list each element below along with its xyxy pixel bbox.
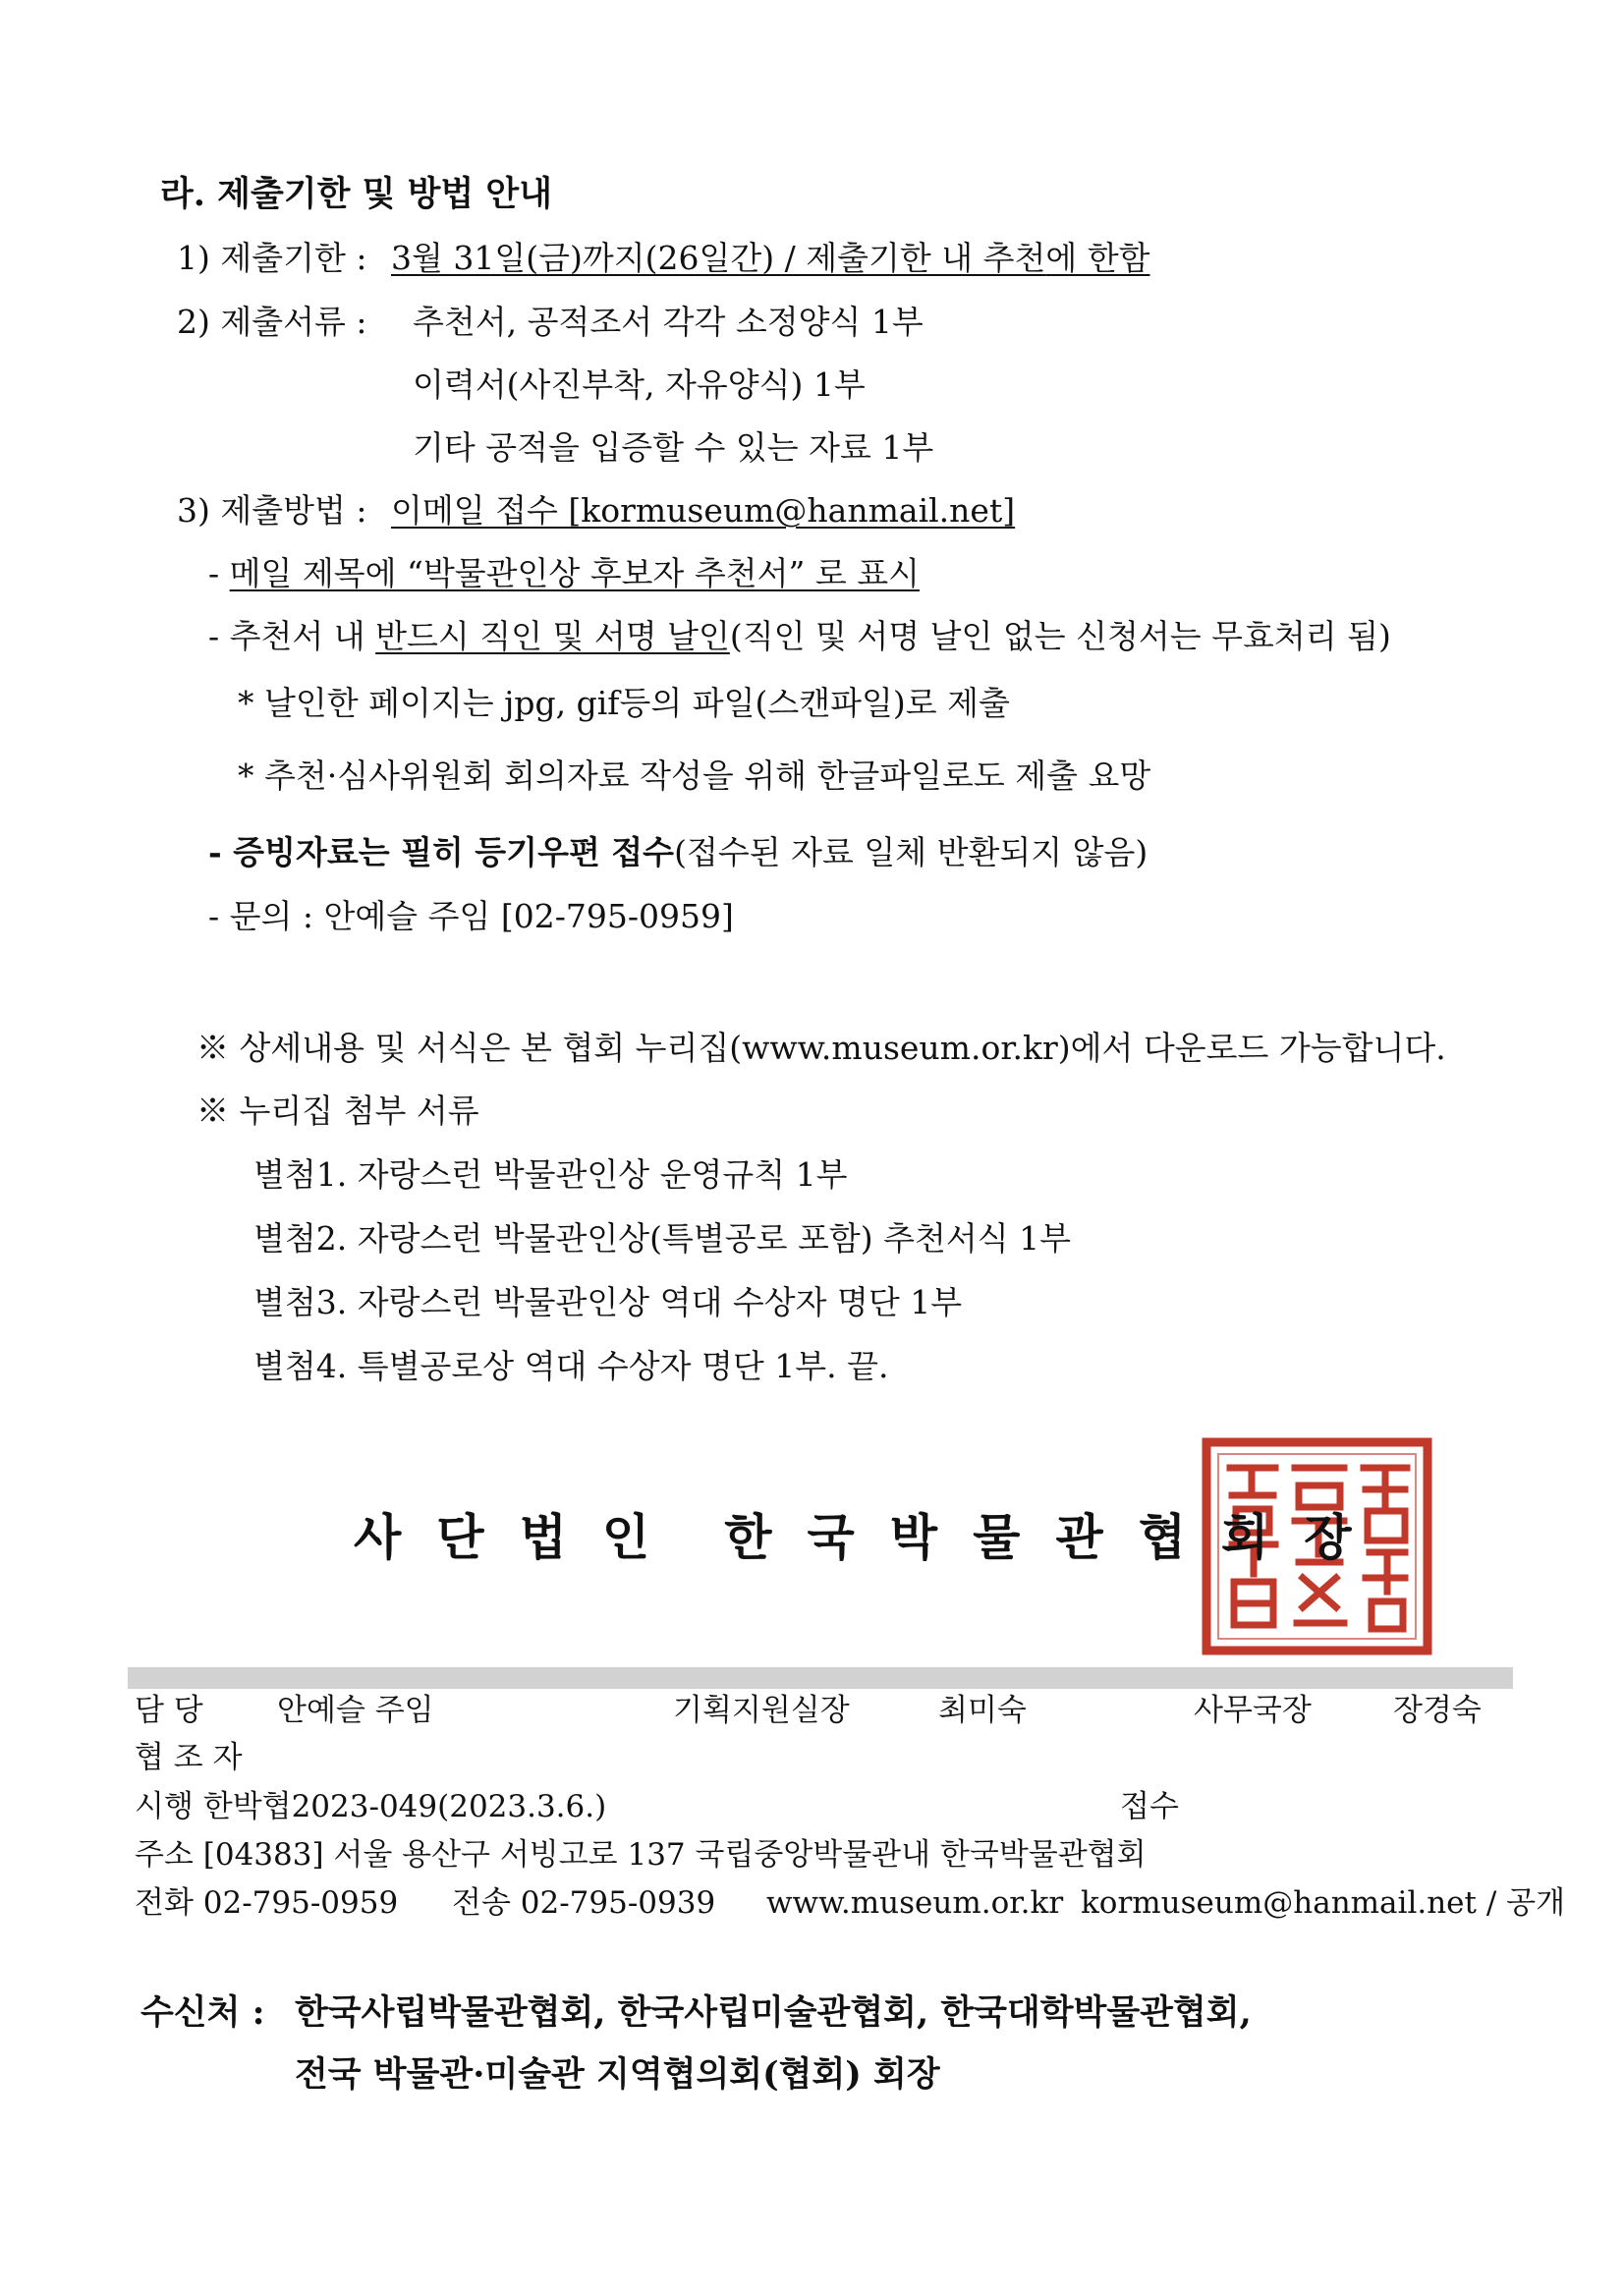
method-label: 3) 제출방법 :: [177, 491, 367, 530]
planning-label: 기획지원실장: [673, 1693, 850, 1728]
remark-attachments: ※ 누리집 첨부 서류: [196, 1092, 479, 1130]
receipt-label: 접수: [1120, 1789, 1179, 1824]
email-link[interactable]: kormuseum@hanmail.net / 공개: [1081, 1885, 1566, 1921]
document-item-2: 이력서(사진부착, 자유양식) 1부: [413, 365, 866, 404]
evidence-note: [208, 833, 1148, 872]
address-line: 주소 [04383] 서울 용산구 서빙고로 137 국립중앙박물관내 한국박물관협회: [135, 1837, 1147, 1873]
subject-note: [208, 554, 920, 593]
secretary-label: 사무국장: [1194, 1693, 1312, 1728]
sign-underlined: 반드시 직인 및 서명 날인: [375, 617, 730, 655]
star-note-2: * 추천·심사위원회 회의자료 작성을 위해 한글파일로도 제출 요망: [238, 756, 1151, 795]
subject-text: 메일 제목에 “박물관인상 후보자 추천서” 로 표시: [229, 554, 921, 592]
attachment-3: 별첨3. 자랑스런 박물관인상 역대 수상자 명단 1부: [253, 1283, 963, 1321]
secretary-name: 장경숙: [1393, 1693, 1482, 1728]
attachment-4: 별첨4. 특별공로상 역대 수상자 명단 1부. 끝.: [253, 1347, 889, 1385]
deadline-row: [177, 239, 1149, 278]
recipients-line-1: 한국사립박물관협회, 한국사립미술관협회, 한국대학박물관협회,: [295, 1992, 1252, 2033]
section-heading: 라. 제출기한 및 방법 안내: [160, 174, 553, 214]
document-item-1: 추천서, 공적조서 각각 소정양식 1부: [413, 303, 924, 341]
enforce-line: 시행 한박협2023-049(2023.3.6.): [135, 1789, 607, 1824]
method-value: 이메일 접수 [kormuseum@hanmail.net]: [390, 491, 1016, 530]
document-item-3: 기타 공적을 입증할 수 있는 자료 1부: [413, 428, 934, 467]
documents-label: 2) 제출서류 :: [177, 303, 367, 341]
deadline-suffix: 에 한함: [1045, 239, 1150, 277]
planning-name: 최미숙: [938, 1693, 1027, 1728]
cooperators-label: 협 조 자: [135, 1740, 243, 1775]
sign-suffix: (직인 및 서명 날인 없는 신청서는 무효처리 됨): [729, 617, 1391, 655]
star-note-1: * 날인한 페이지는 jpg, gif등의 파일(스캔파일)로 제출: [238, 684, 1010, 722]
contact-note: - 문의 : 안예슬 주임 [02-795-0959]: [208, 897, 734, 935]
issuer-name: [354, 1508, 1387, 1567]
footer-separator: [128, 1667, 1513, 1689]
attachment-2: 별첨2. 자랑스런 박물관인상(특별공로 포함) 추천서식 1부: [253, 1219, 1071, 1258]
staff-name: 안예슬 주임: [277, 1693, 434, 1728]
website-link[interactable]: www.museum.or.kr: [766, 1885, 1064, 1921]
issuer-part2: 한국박물관협회장: [724, 1508, 1387, 1566]
deadline-value: 3월 31일(금)까지(26일간) / 제출기한 내 추천: [390, 239, 1046, 277]
fax: 전송 02-795-0939: [452, 1885, 716, 1921]
evidence-bold: - 증빙자료는 필히 등기우편 접수: [208, 833, 675, 871]
staff-label: 담 당: [135, 1693, 203, 1728]
attachment-1: 별첨1. 자랑스런 박물관인상 운영규칙 1부: [253, 1155, 848, 1194]
recipients-label: 수신처 :: [140, 1992, 265, 2033]
sign-prefix: - 추천서 내: [208, 617, 376, 655]
remark-download: ※ 상세내용 및 서식은 본 협회 누리집(www.museum.or.kr)에서 다운로드 가능합니다.: [196, 1029, 1446, 1067]
recipients-line-2: 전국 박물관·미술관 지역협의회(협회) 회장: [295, 2054, 940, 2095]
subject-prefix: -: [208, 554, 230, 592]
method-row: [177, 491, 1015, 531]
issuer-part1: 사단법인: [354, 1508, 686, 1566]
sign-note: [208, 617, 1391, 656]
deadline-label: 1) 제출기한 :: [177, 239, 367, 277]
evidence-rest: (접수된 자료 일체 반환되지 않음): [674, 833, 1148, 871]
phone: 전화 02-795-0959: [135, 1885, 399, 1921]
